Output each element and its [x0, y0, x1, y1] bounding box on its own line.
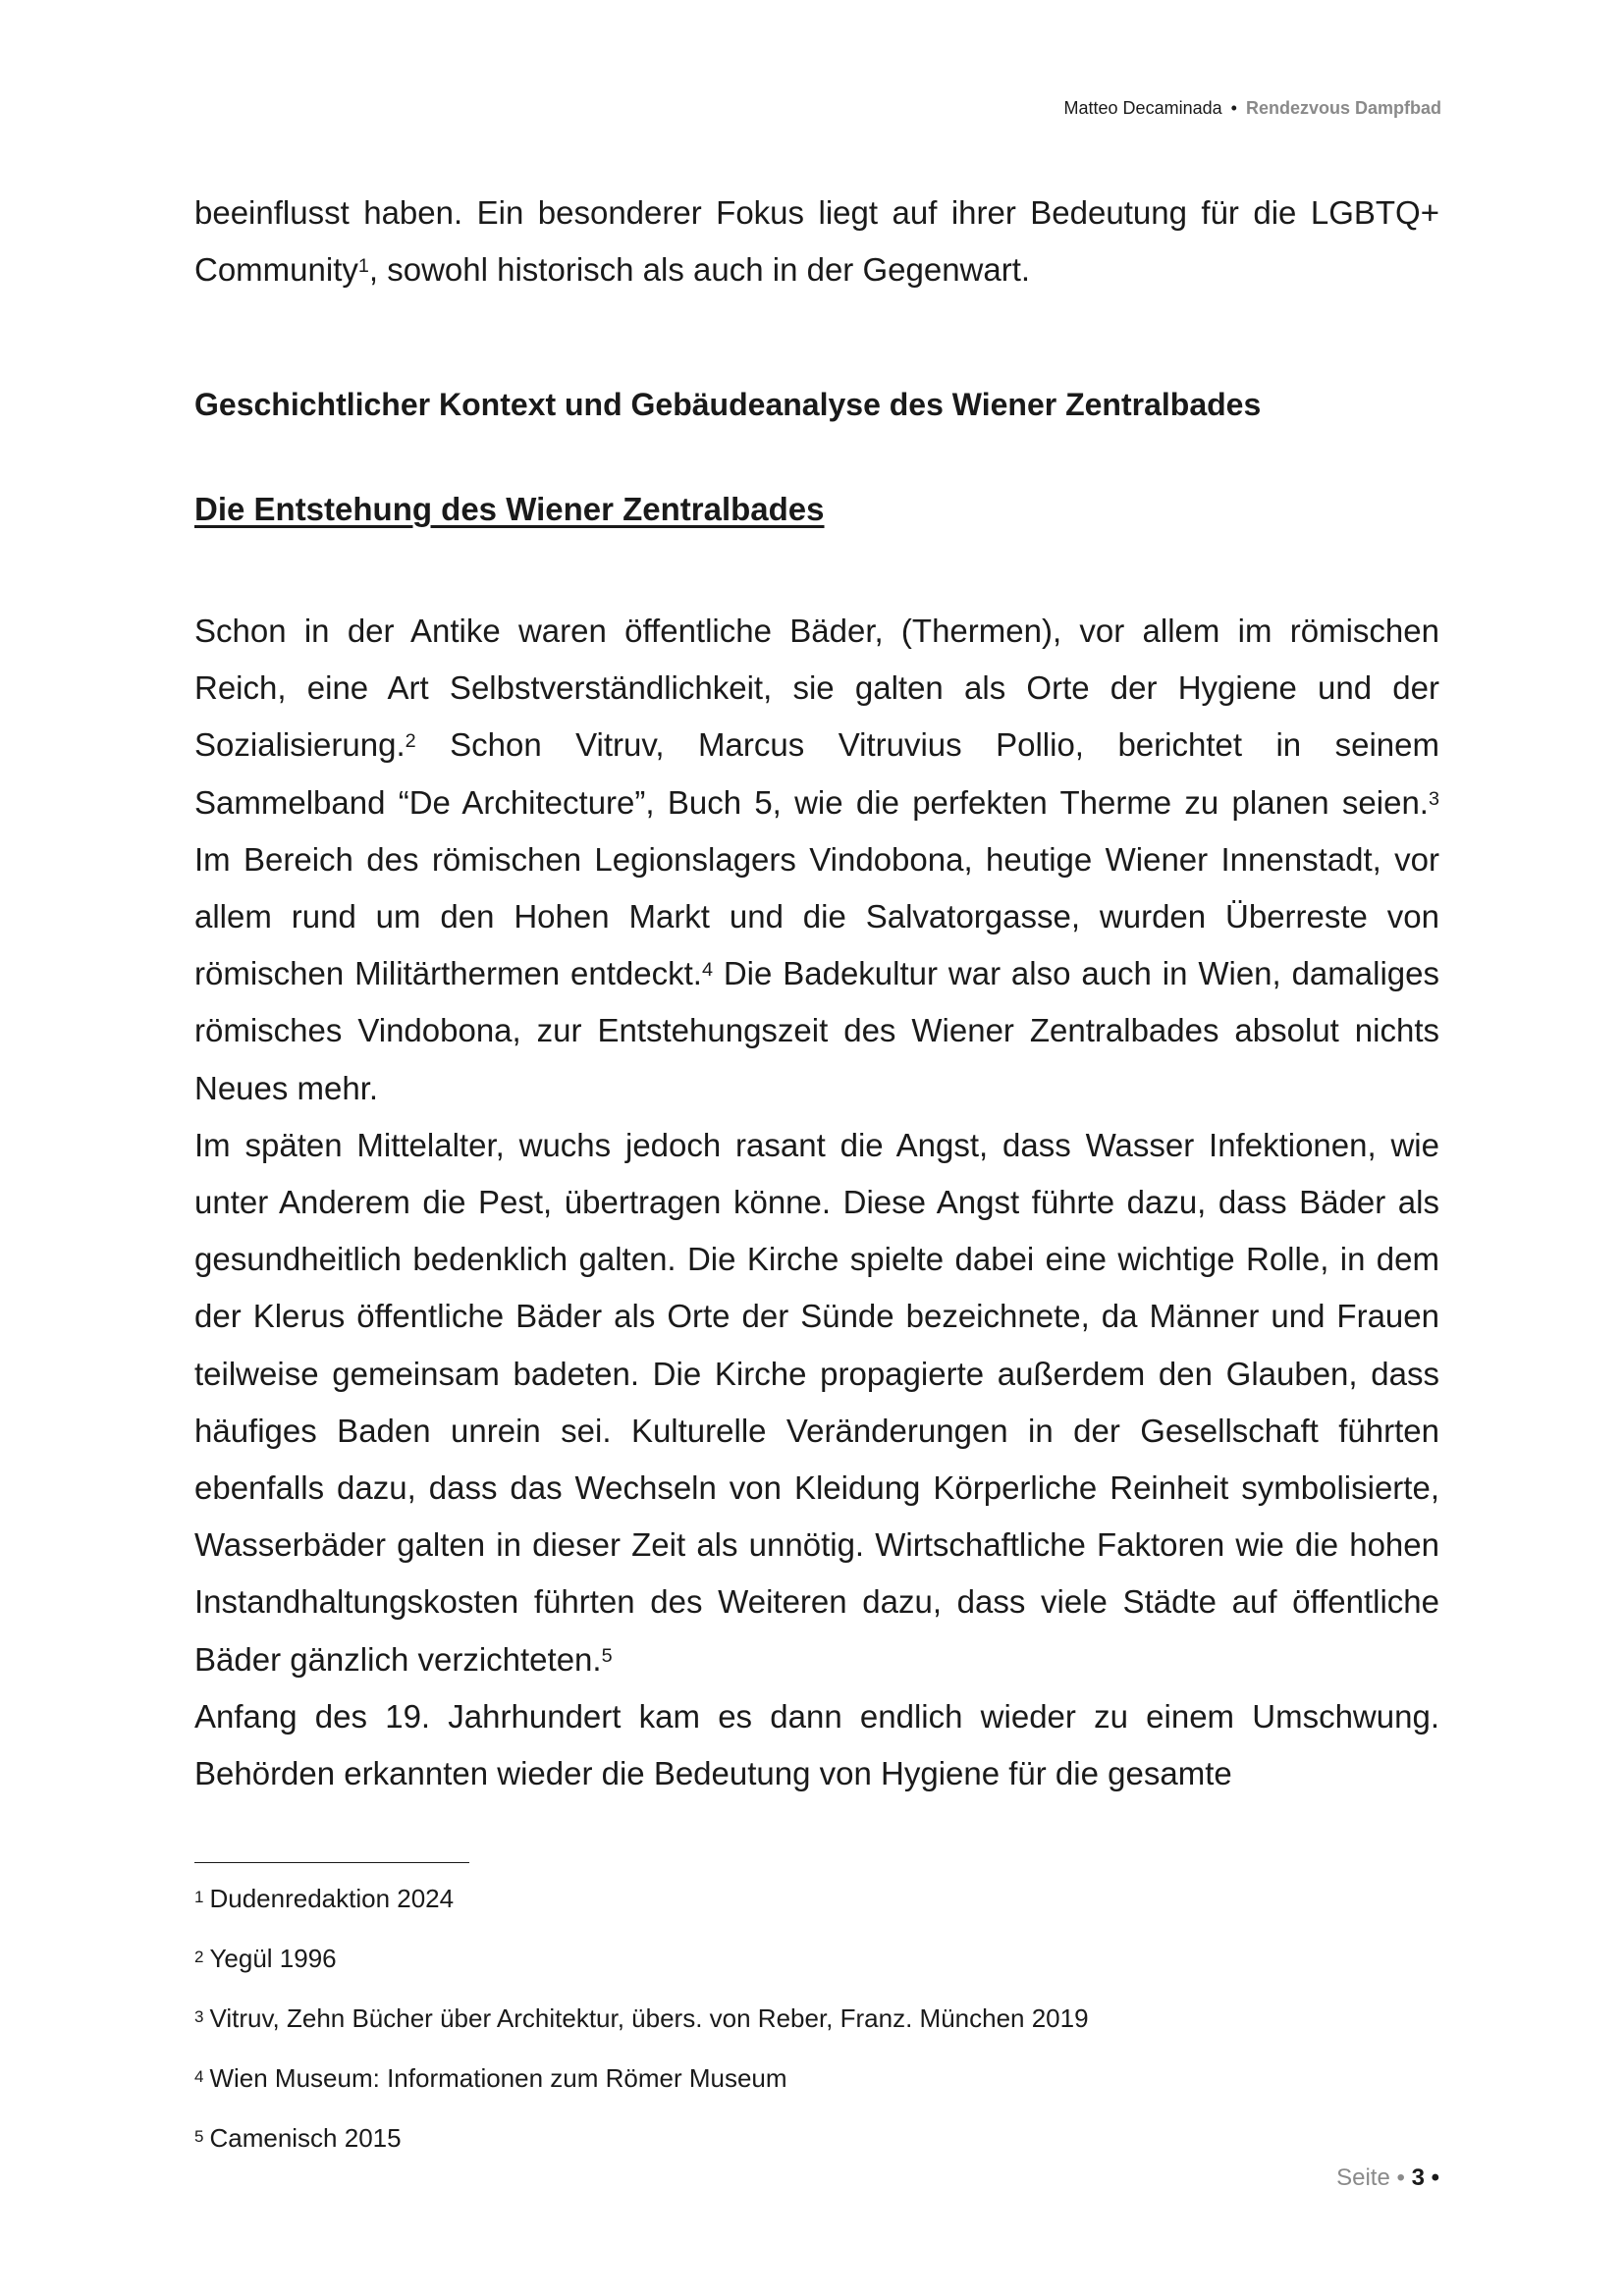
footnote-ref[interactable]: 3 — [1428, 787, 1439, 810]
body-text-segment: Im Bereich des römischen Legionslagers Vindobona, heutige Wiener Innenstadt, vor allem rund um den Hohen Markt und die Salvatorgasse, wurden Überreste von römischen Militärthermen entdeckt. — [194, 840, 1439, 992]
footnote-number: 4 — [194, 2067, 204, 2086]
footnote-item — [194, 2062, 1089, 2122]
intro-paragraph — [194, 185, 1439, 298]
footnote-text: Vitruv, Zehn Bücher über Architektur, übers. von Reber, Franz. München 2019 — [209, 2003, 1089, 2033]
footnote-number: 3 — [194, 2007, 204, 2026]
body-paragraph — [194, 1117, 1439, 1688]
header-separator: • — [1230, 98, 1237, 118]
footnote-item — [194, 1883, 1089, 1943]
subsection-heading: Die Entstehung des Wiener Zentralbades — [194, 491, 825, 527]
page-label: Seite — [1336, 2164, 1390, 2191]
body-text-segment: Die Badekultur war also auch in Wien, damaliges römisches Vindobona, zur Entstehungszeit des Wiener Zentralbades absolut nichts Neues mehr. — [194, 955, 1439, 1106]
body-text-segment: Schon in der Antike waren öffentliche Bäder, (Thermen), vor allem im römischen Reich, eine Art Selbstverständlichkeit, sie galten als Orte der Hygiene und der Sozialisierung. — [194, 613, 1439, 764]
footer-bullet: • — [1396, 2164, 1405, 2191]
footnote-item — [194, 2002, 1089, 2062]
footnote-text: Wien Museum: Informationen zum Römer Museum — [209, 2063, 787, 2093]
footnote-number: 2 — [194, 1948, 204, 1966]
footnote-ref[interactable]: 2 — [405, 730, 416, 753]
intro-text: beeinflusst haben. Ein besonderer Fokus liegt auf ihrer Bedeutung für die LGBTQ+ Community — [194, 194, 1439, 289]
footnote-number: 1 — [194, 1888, 204, 1906]
body-text-segment: Anfang des 19. Jahrhundert kam es dann endlich wieder zu einem Umschwung. Behörden erkannten wieder die Bedeutung von Hygiene für die gesamte — [194, 1697, 1439, 1792]
footnote-ref[interactable]: 1 — [357, 255, 369, 278]
footnote-item — [194, 2122, 1089, 2182]
footnote-number: 5 — [194, 2127, 204, 2146]
footnote-text: Yegül 1996 — [209, 1944, 337, 1973]
footnotes-list — [194, 1883, 1089, 2182]
section-heading: Geschichtlicher Kontext und Gebäudeanalyse des Wiener Zentralbades — [194, 387, 1262, 422]
body-paragraph — [194, 1688, 1439, 1802]
footnote-ref[interactable]: 4 — [701, 959, 713, 982]
intro-text-continued: , sowohl historisch als auch in der Gegenwart. — [368, 251, 1031, 289]
footnote-divider — [194, 1862, 469, 1863]
footer-bullet-end: • — [1431, 2164, 1439, 2191]
header-document-title: Rendezvous Dampfbad — [1245, 98, 1441, 118]
body-text-segment: Schon Vitruv, Marcus Vitruvius Pollio, berichtet in seinem Sammelband “De Architecture”, Buch 5, wie die perfekten Therme zu planen seien. — [194, 726, 1439, 821]
page-number: 3 — [1411, 2164, 1425, 2191]
header-author: Matteo Decaminada — [1063, 98, 1222, 118]
footnote-ref[interactable]: 5 — [601, 1644, 613, 1667]
footnote-text: Dudenredaktion 2024 — [209, 1884, 455, 1913]
body-text-segment: Im späten Mittelalter, wuchs jedoch rasant die Angst, dass Wasser Infektionen, wie unter Anderem die Pest, übertragen könne. Diese Angst führte dazu, dass Bäder als gesundheitlich bedenklich galten. Die Kirche spielte dabei eine wichtige Rolle, in dem der Klerus öffentliche Bäder als Orte der Sünde bezeichnete, da Männer und Frauen teilweise gemeinsam badeten. Die Kirche propagierte außerdem den Glauben, dass häufiges Baden unrein sei. Kulturelle Veränderungen in der Gesellschaft führten ebenfalls dazu, dass das Wechseln von Kleidung Körperliche Reinheit symbolisierte, Wasserbäder galten in dieser Zeit als unnötig. Wirtschaftliche Faktoren wie die hohen Instandhaltungskosten führten des Weiteren dazu, dass viele Städte auf öffentliche Bäder gänzlich verzichteten. — [194, 1126, 1439, 1678]
body-paragraph — [194, 603, 1439, 1117]
page-footer — [1336, 2164, 1439, 2192]
main-body-text — [194, 603, 1439, 1802]
footnote-item — [194, 1943, 1089, 2002]
running-header — [1064, 98, 1441, 119]
footnote-text: Camenisch 2015 — [209, 2123, 402, 2153]
